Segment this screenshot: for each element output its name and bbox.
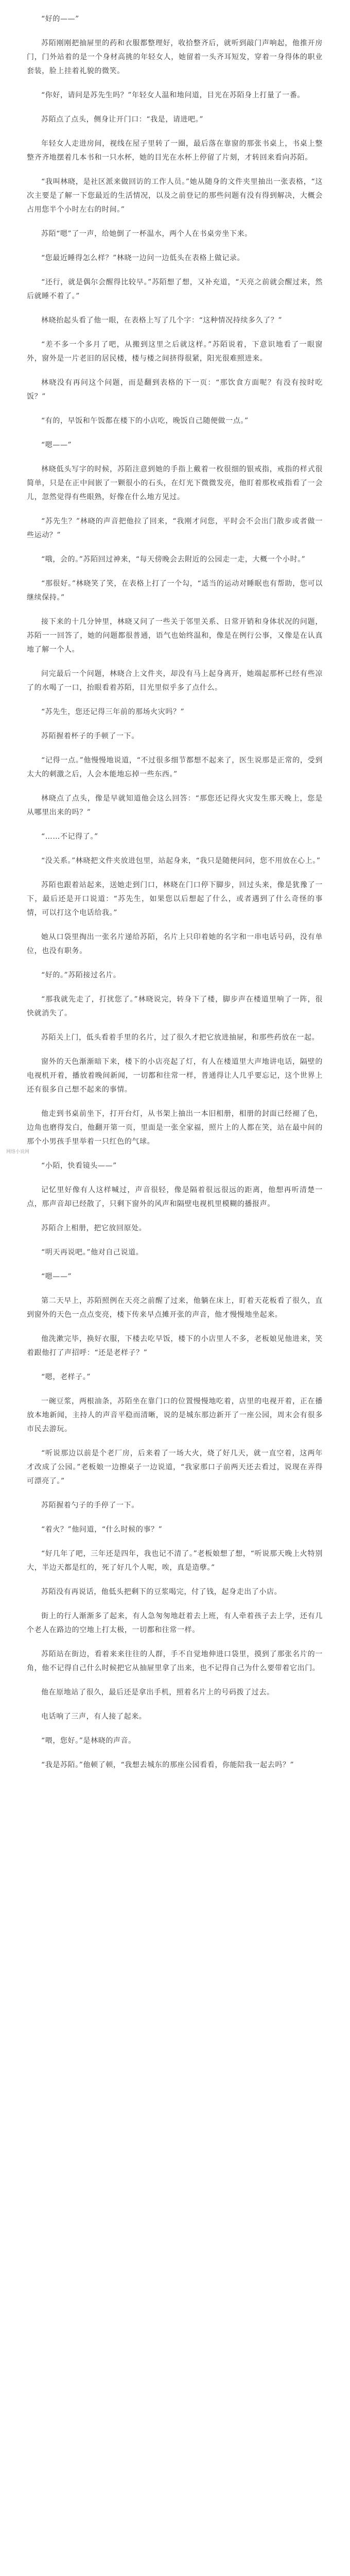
- paragraph: “我是苏陌。”他顿了顿，“我想去城东的那座公园看看，你能陪我一起去吗？”: [41, 1761, 294, 1769]
- paragraph: 林晓点了点头，像是早就知道他会这么回答：“那您还记得火灾发生那天晚上，您是从哪里出来的吗？”: [27, 794, 323, 817]
- paragraph: 苏陌合上相册，把它放回原处。: [41, 1224, 147, 1232]
- paragraph: “听说那边以前是个老厂房，后来着了一场大火，烧了好几天，就一直空着，这两年才改成了公园。”老板娘一边擦桌子一边说道，“我家那口子前两天还去看过，说现在弄得可漂亮了。”: [27, 1449, 323, 1485]
- paragraph: 他洗漱完毕，换好衣服，下楼去吃早饭，楼下的小店里人不多，老板娘见他进来，笑着跟他打了声招呼：“还是老样子？”: [27, 1335, 323, 1357]
- paragraph: “嗯，老样子。”: [41, 1373, 91, 1381]
- paragraph: 问完最后一个问题，林晓合上文件夹，却没有马上起身离开，她端起那杯已经有些凉了的水喝了一口，抬眼看着苏陌，目光里似乎多了点什么。: [27, 670, 323, 692]
- paragraph: 林晓没有再问这个问题，而是翻到表格的下一页：“那饮食方面呢？有没有按时吃饭？”: [27, 379, 323, 401]
- paragraph: “嗯——”: [41, 441, 72, 449]
- paragraph: 记忆里好像有人这样喊过，声音很轻，像是隔着很远很远的距离，他想再听清楚一点，那声音却已经散了，只剩下窗外的风声和隔壁电视机里模糊的播报声。: [27, 1186, 323, 1208]
- paragraph: “记得一点。”他慢慢地说道，“不过很多细节都想不起来了，医生说那是正常的，受到太大的刺激之后，人会本能地忘掉一些东西。”: [27, 756, 323, 778]
- site-watermark: 网络小说网: [6, 1149, 30, 1155]
- paragraph: 苏陌刚刚把抽屉里的药和衣服都整理好，收拾整齐后，就听到敲门声响起，他推开房门，门外站着的是一个身材高挑的年轻女人，她留着一头齐耳短发，穿着一身得体的职业套装，脸上挂着礼貌的微笑。: [27, 39, 323, 75]
- paragraph: “你好，请问是苏先生吗？”年轻女人温和地问道，目光在苏陌身上打量了一番。: [41, 91, 305, 99]
- paragraph: 苏陌握着勺子的手停了一下。: [41, 1501, 139, 1510]
- paragraph: 街上的行人渐渐多了起来，有人急匆匆地赶着去上班，有人牵着孩子去上学，还有几个老人在路边的空地上打太极，一切都和往常一样。: [27, 1612, 323, 1634]
- paragraph: “差不多一个多月了吧，从搬到这里之后就这样。”苏陌说着，下意识地看了一眼窗外，窗外是一片老旧的居民楼，楼与楼之间挤得很紧，阳光很难照进来。: [27, 341, 323, 363]
- paragraph: 电话响了三声，有人接了起来。: [41, 1713, 147, 1721]
- paragraph: 林晓低头写字的时候，苏陌注意到她的手指上戴着一枚很细的银戒指，戒指的样式很简单，只是在正中间嵌了一颗很小的石头，在灯光下微微发亮，他盯着那枚戒指看了一会儿，忽然觉得有些眼熟，好像在什么地方见过。: [27, 465, 323, 501]
- paragraph: “那我就先走了，打扰您了。”林晓说完，转身下了楼，脚步声在楼道里响了一阵，很快就消失了。: [27, 995, 323, 1018]
- paragraph: “着火？”他问道，“什么时候的事？”: [41, 1526, 163, 1534]
- paragraph: 第二天早上，苏陌照例在天亮之前醒了过来，他躺在床上，盯着天花板看了很久，直到窗外的天色一点点变亮，楼下传来早点摊开张的声音，他才慢慢地坐起来。: [27, 1297, 323, 1319]
- paragraph: “我叫林晓，是社区派来做回访的工作人员。”她从随身的文件夹里抽出一张表格，“这次主要是了解一下您最近的生活情况，以及之前登记的那些问题有没有得到解决，大概会占用您半个小时左右的时间。”: [27, 178, 323, 214]
- paragraph: 苏陌点了点头，侧身让开门口：“我是，请进吧。”: [41, 115, 204, 124]
- paragraph: “好几年了吧，三年还是四年，我也记不清了。”老板娘想了想，“听说那天晚上火特别大，半边天都是红的，死了好几个人呢，唉，真是造孽。”: [27, 1550, 323, 1572]
- paragraph: “好的——”: [41, 15, 79, 23]
- paragraph: “有的，早饭和午饭都在楼下的小店吃，晚饭自己随便做一点。”: [41, 417, 249, 425]
- paragraph: “没关系。”林晓把文件夹放进包里，站起身来，“我只是随便问问，您不用放在心上。”: [41, 857, 321, 865]
- paragraph: “苏先生？”林晓的声音把他拉了回来，“我刚才问您，平时会不会出门散步或者做一些运动？”: [27, 517, 323, 539]
- paragraph: 苏陌也跟着站起来，送她走到门口，林晓在门口停下脚步，回过头来，像是犹豫了一下，最后还是开口说道：“苏先生，如果您以后想起了什么，或者遇到了什么奇怪的事情，可以打这个电话给我。”: [27, 881, 323, 917]
- paragraph: 年轻女人走进房间，视线在屋子里转了一圈，最后落在靠窗的那张书桌上，书桌上整整齐齐地摆着几本书和一只水杯，她的目光在水杯上停留了片刻，才转回来看向苏陌。: [27, 140, 323, 162]
- paragraph: “还行，就是偶尔会醒得比较早。”苏陌想了想，又补充道，“天亮之前就会醒过来，然后就睡不着了。”: [27, 278, 323, 300]
- paragraph: 苏陌“嗯”了一声，给她倒了一杯温水，两个人在书桌旁坐下来。: [41, 230, 252, 238]
- story-text: [27, 12, 323, 1783]
- paragraph: 窗外的天色渐渐暗下来，楼下的小店亮起了灯，有人在楼道里大声地讲电话，隔壁的电视机开着，播放着晚间新闻，一切都和往常一样，普通得让人几乎要忘记，这个世界上还有很多自己想不起来的事情。: [27, 1058, 323, 1094]
- paragraph: 他走到书桌前坐下，打开台灯，从书架上抽出一本旧相册，相册的封面已经褪了色，边角也磨得发白，他翻开第一页，里面是一张全家福，照片上的人都在笑，站在最中间的那个小男孩手里举着一只红色的气球。: [27, 1110, 323, 1146]
- paragraph: 她从口袋里掏出一张名片递给苏陌，名片上只印着她的名字和一串电话号码，没有单位，也没有职务。: [27, 933, 323, 955]
- paragraph: “喂，您好。”是林晓的声音。: [41, 1737, 136, 1745]
- paragraph: “……不记得了。”: [41, 833, 98, 841]
- paragraph: “小陌，快看镜头——”: [41, 1162, 117, 1170]
- paragraph: 苏陌关上门，低头看着手里的名片，过了很久才把它放进抽屉，和那些药放在一起。: [41, 1033, 320, 1042]
- paragraph: 苏陌握着杯子的手顿了一下。: [41, 732, 139, 740]
- paragraph: “哦，会的。”苏陌回过神来，“每天傍晚会去附近的公园走一走，大概一个小时。”: [41, 555, 306, 564]
- paragraph: 林晓抬起头看了他一眼，在表格上写了几个字：“这种情况持续多久了？”: [41, 316, 283, 325]
- paragraph: “苏先生，您还记得三年前的那场火灾吗？”: [41, 708, 185, 716]
- paragraph: “明天再说吧。”他对自己说道。: [41, 1248, 144, 1257]
- paragraph: “好的。”苏陌接过名片。: [41, 971, 121, 979]
- paragraph: “嗯——”: [41, 1273, 72, 1281]
- paragraph: 苏陌没有再说话，他低头把剩下的豆浆喝完，付了钱，起身走出了小店。: [41, 1588, 282, 1596]
- paragraph: “您最近睡得怎么样？”林晓一边问一边低头在表格上做记录。: [41, 254, 245, 262]
- paragraph: 苏陌站在街边，看着来来往往的人群，手不自觉地伸进口袋里，摸到了那张名片的一角，他不记得自己什么时候把它从抽屉里拿了出来，也不记得自己为什么要带着它出门。: [27, 1650, 323, 1672]
- paragraph: 他在原地站了很久，最后还是拿出手机，照着名片上的号码拨了过去。: [41, 1688, 274, 1697]
- paragraph: 一碗豆浆，两根油条，苏陌坐在靠门口的位置慢慢地吃着，店里的电视开着，正在播放本地新闻，主持人的声音平稳而清晰，说的是城东那边新开了一座公园，周末会有很多市民去游玩。: [27, 1397, 323, 1433]
- paragraph: 接下来的十几分钟里，林晓又问了一些关于邻里关系、日常开销和身体状况的问题，苏陌一一回答了，她的问题都很普通，语气也始终温和，像是在例行公事，又像是在认真地了解一个人。: [27, 618, 323, 654]
- paragraph: “那很好。”林晓笑了笑，在表格上打了一个勾，“适当的运动对睡眠也有帮助，您可以继续保持。”: [27, 580, 323, 602]
